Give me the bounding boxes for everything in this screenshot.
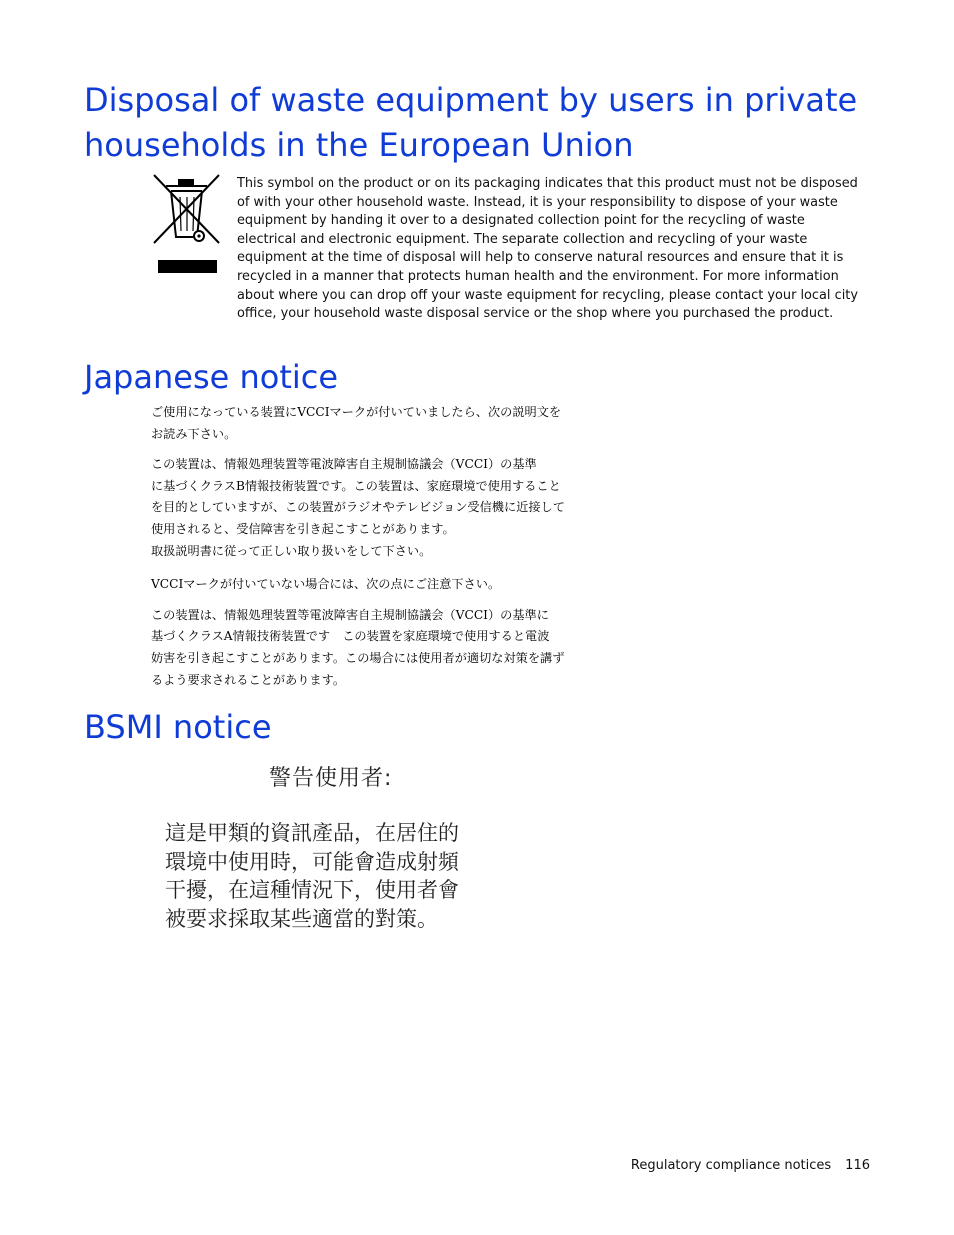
bsmi-line: 這是甲類的資訊產品，在居住的 — [165, 821, 459, 845]
bsmi-section-title: BSMI notice — [84, 708, 272, 746]
bsmi-line: 環境中使用時，可能會造成射頻 — [165, 849, 459, 874]
bsmi-notice-body — [165, 819, 495, 933]
crossed-out-wheeled-bin-icon — [152, 173, 222, 275]
footer-section-name: Regulatory compliance notices — [630, 1158, 832, 1173]
japanese-line: この装置は、情報処理装置等電波障害自主規制協議会（VCCI）の基準 — [151, 457, 537, 472]
japanese-notice-text — [151, 402, 631, 700]
japanese-line: るよう要求されることがあります。 — [151, 672, 346, 687]
japanese-line: お読み下さい。 — [151, 426, 237, 441]
bsmi-notice-image — [151, 755, 491, 931]
japanese-line: に基づくクラスB情報技術装置です。この装置は、家庭環境で使用すること — [151, 478, 561, 493]
bsmi-warning-heading: 警告使用者: — [269, 766, 393, 791]
bsmi-line: 被要求採取某些適當的對策。 — [165, 906, 438, 931]
japanese-line: 妨害を引き起こすことがあります。この場合には使用者が適切な対策を講ず — [151, 650, 565, 665]
japanese-line: ご使用になっている装置にVCCIマークが付いていましたら、次の説明文を — [151, 405, 562, 419]
japanese-paragraph — [151, 454, 631, 562]
japanese-paragraph — [151, 574, 631, 596]
japanese-line: VCCIマークが付いていない場合には、次の点にご注意下さい。 — [151, 577, 501, 592]
japanese-paragraph — [151, 402, 631, 445]
weee-section-title: Disposal of waste equipment by users in private households in the European Union — [84, 81, 858, 164]
japanese-line: 取扱説明書に従って正しい取り扱いをして下さい。 — [151, 543, 432, 558]
page-footer — [631, 1158, 870, 1173]
japanese-line: 基づくクラスA情報技術装置です この装置を家庭環境で使用すると電波 — [151, 629, 550, 644]
japanese-paragraph — [151, 605, 631, 691]
bsmi-line: 干擾，在這種情況下，使用者會 — [165, 878, 459, 902]
weee-paragraph: This symbol on the product or on its packaging indicates that this product must not be disposed of with your other household waste. Instead, it is your responsibility to dispose of your waste equipment by handing it over to a designated collection point for the recycling of waste electrical and electronic equipment. The separate collection and recycling of your waste equipment at the time of disposal will help to conserve natural resources and ensure that it is recycled in a manner that protects human health and the environment. For more information about where you can drop off your waste equipment for recycling, please contact your local city office, your household waste disposal service or the shop where you purchased the product. — [237, 176, 858, 322]
japanese-line: この装置は、情報処理装置等電波障害自主規制協議会（VCCI）の基準に — [151, 607, 549, 622]
japanese-section-title: Japanese notice — [84, 358, 339, 396]
japanese-line: を目的としていますが、この装置がラジオやテレビジョン受信機に近接して — [151, 500, 565, 515]
japanese-line: 使用されると、受信障害を引き起こすことがあります。 — [151, 521, 455, 536]
page-number: 116 — [845, 1158, 870, 1173]
